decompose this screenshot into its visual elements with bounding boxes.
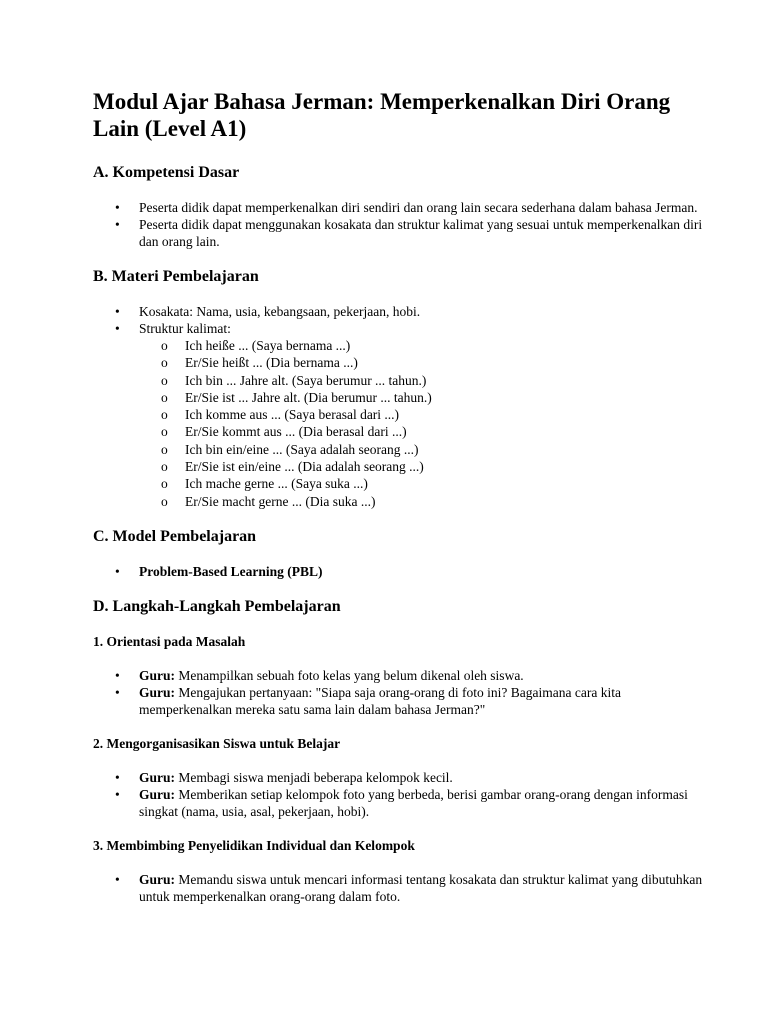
section-b-list <box>93 303 708 510</box>
step-3-heading: 3. Membimbing Penyelidikan Individual dan Kelompok <box>93 837 415 853</box>
item-text: Menampilkan sebuah foto kelas yang belum dikenal oleh siswa. <box>175 667 524 683</box>
role-label: Guru: <box>139 871 176 887</box>
section-d-heading: D. Langkah-Langkah Pembelajaran <box>93 597 341 615</box>
sublist-item: o Er/Sie heißt ... (Dia bernama ...) <box>139 354 708 371</box>
list-item <box>93 320 708 510</box>
step-1-heading: 1. Orientasi pada Masalah <box>93 633 246 649</box>
sublist-item: o Ich bin ein/eine ... (Saya adalah seorang ...) <box>139 441 708 458</box>
item-text: Mengajukan pertanyaan: "Siapa saja orang-orang di foto ini? Bagaimana cara kita memperkenalkan mereka satu sama lain dalam bahasa Jerman?" <box>139 684 621 717</box>
sublist-item: o Ich mache gerne ... (Saya suka ...) <box>139 475 708 492</box>
sublist-item: o Er/Sie ist ein/eine ... (Dia adalah seorang ...) <box>139 458 708 475</box>
list-item: • Kosakata: Nama, usia, kebangsaan, pekerjaan, hobi. <box>93 303 708 320</box>
list-item <box>93 786 708 820</box>
list-item <box>93 684 708 718</box>
role-label: Guru: <box>139 684 176 700</box>
step-2-list <box>93 769 708 820</box>
sublist-item: o Er/Sie kommt aus ... (Dia berasal dari ...) <box>139 423 708 440</box>
list-item <box>93 769 708 786</box>
structure-sublist <box>139 337 708 510</box>
item-text: Membagi siswa menjadi beberapa kelompok kecil. <box>175 769 453 785</box>
section-a-heading: A. Kompetensi Dasar <box>93 164 240 181</box>
section-b-heading: B. Materi Pembelajaran <box>93 268 259 285</box>
role-label: Guru: <box>139 769 176 785</box>
step-1-list <box>93 667 708 718</box>
section-a-list <box>93 199 708 250</box>
sublist-item: o Ich heiße ... (Saya bernama ...) <box>139 337 708 354</box>
model-name: Problem-Based Learning (PBL) <box>139 563 323 579</box>
sublist-item: o Er/Sie macht gerne ... (Dia suka ...) <box>139 493 708 510</box>
step-3-list <box>93 871 708 905</box>
list-item: • Peserta didik dapat memperkenalkan diri sendiri dan orang lain secara sederhana dalam bahasa Jerman. <box>93 199 708 216</box>
sublist-item: o Ich komme aus ... (Saya berasal dari ...) <box>139 406 708 423</box>
section-c-list <box>93 563 708 580</box>
structure-label: Struktur kalimat: <box>139 321 231 336</box>
item-text: Memandu siswa untuk mencari informasi tentang kosakata dan struktur kalimat yang dibutuhkan untuk memperkenalkan orang-orang dalam foto. <box>139 871 703 904</box>
sublist-item: o Ich bin ... Jahre alt. (Saya berumur ... tahun.) <box>139 372 708 389</box>
list-item <box>93 563 708 580</box>
item-text: Memberikan setiap kelompok foto yang berbeda, berisi gambar orang-orang dengan informasi singkat (nama, usia, asal, pekerjaan, hobi). <box>139 786 688 819</box>
document-title: Modul Ajar Bahasa Jerman: Memperkenalkan Diri Orang Lain (Level A1) <box>93 89 671 141</box>
list-item <box>93 871 708 905</box>
sublist-item: o Er/Sie ist ... Jahre alt. (Dia berumur ... tahun.) <box>139 389 708 406</box>
role-label: Guru: <box>139 667 176 683</box>
section-c-heading: C. Model Pembelajaran <box>93 527 257 545</box>
list-item <box>93 667 708 684</box>
role-label: Guru: <box>139 786 176 802</box>
list-item: • Peserta didik dapat menggunakan kosakata dan struktur kalimat yang sesuai untuk memperkenalkan diri dan orang lain. <box>93 216 708 250</box>
step-2-heading: 2. Mengorganisasikan Siswa untuk Belajar <box>93 735 341 751</box>
